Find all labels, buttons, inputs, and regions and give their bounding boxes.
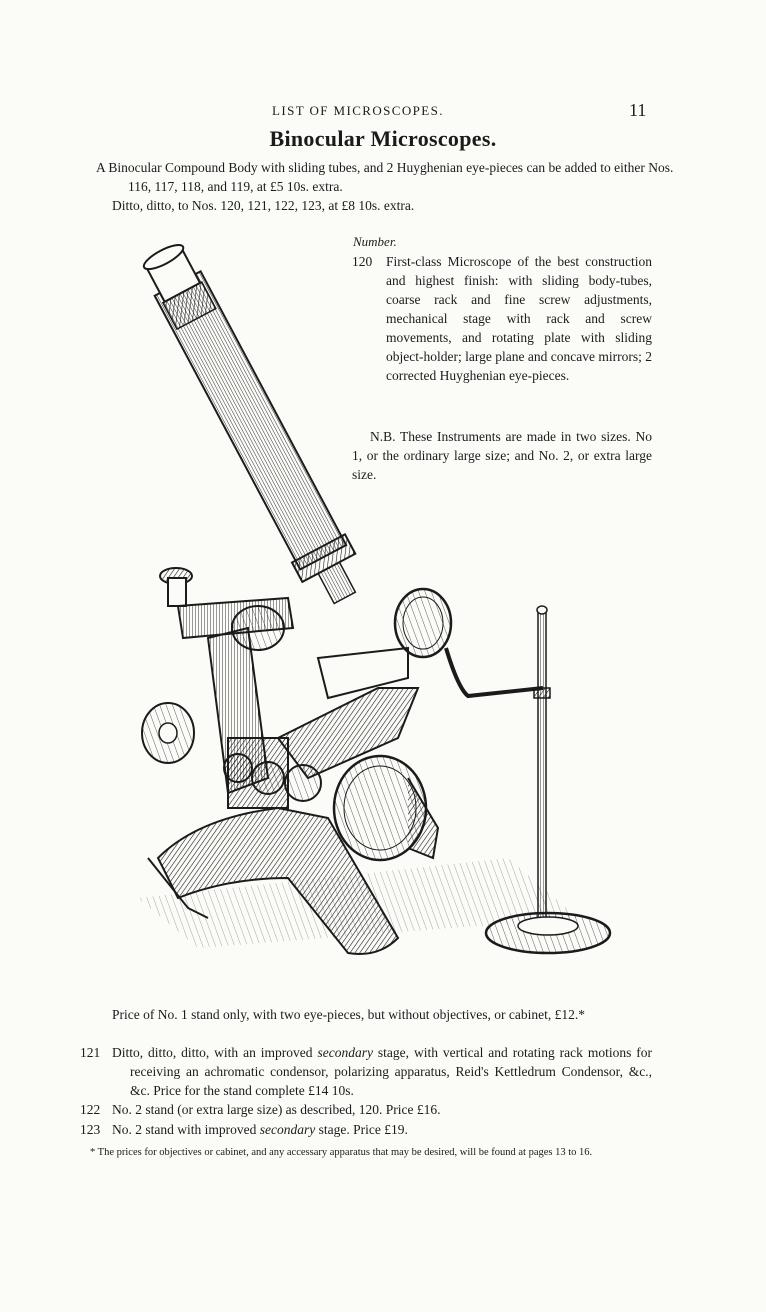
entry-text: stage, with vertical and rotating rack motions for receiving an achromatic condensor, polarizing apparatus, Reid's Kettledrum Condensor, &c., &c. Price for the stand complete £14 10s. [130,1045,652,1098]
intro-paragraph-2: Ditto, ditto, to Nos. 120, 121, 122, 123, at £8 10s. extra. [112,198,415,213]
running-title: LIST OF MICROSCOPES. [272,103,444,118]
entry-122 [80,1100,652,1119]
entry-italic-text: secondary [317,1045,373,1060]
entry-text: Ditto, ditto, ditto, with an improved [112,1045,318,1060]
page-number: 11 [629,100,647,120]
nb-note: N.B. These Instruments are made in two sizes. No 1, or the ordinary large size; and No. 2, or extra large size. [352,429,652,482]
entry-description: First-class Microscope of the best construction and highest finish: with sliding body-tubes, coarse rack and fine screw adjustments, mechanical stage with rack and screw movements, and rotating plate with sliding object-holder; large plane and concave mirrors; 2 corrected Huyghenian eye-pieces. [386,254,652,383]
entry-text: No. 2 stand (or extra large size) as described, 120. Price £16. [112,1102,441,1117]
number-label: Number. [353,234,397,249]
entry-description [112,1100,652,1119]
entry-120 [352,252,652,385]
entry-number: 121 [80,1045,101,1060]
running-header [0,100,766,124]
entry-text: stage. Price £19. [315,1122,408,1137]
entry-description [112,1120,652,1139]
entry-text: No. 2 stand with improved [112,1122,260,1137]
entry-121 [80,1043,652,1100]
entry-123 [80,1120,652,1139]
price-no1: Price of No. 1 stand only, with two eye-pieces, but without objectives, or cabinet, £12.* [112,1007,586,1022]
entry-italic-text: secondary [259,1122,316,1137]
entry-number: 123 [80,1122,101,1137]
footnote: * The prices for objectives or cabinet, and any accessary apparatus that may be desired, will be found at pages 13 to 16. [90,1147,593,1158]
intro-paragraph-1: A Binocular Compound Body with sliding tubes, and 2 Huyghenian eye-pieces can be added to either Nos. 116, 117, 118, and 119, at £5 10s. extra. [96,160,674,194]
entry-number: 120 [352,254,373,269]
entry-description [112,1043,652,1100]
entry-number: 122 [80,1102,101,1117]
page-title: Binocular Microscopes. [269,126,497,151]
